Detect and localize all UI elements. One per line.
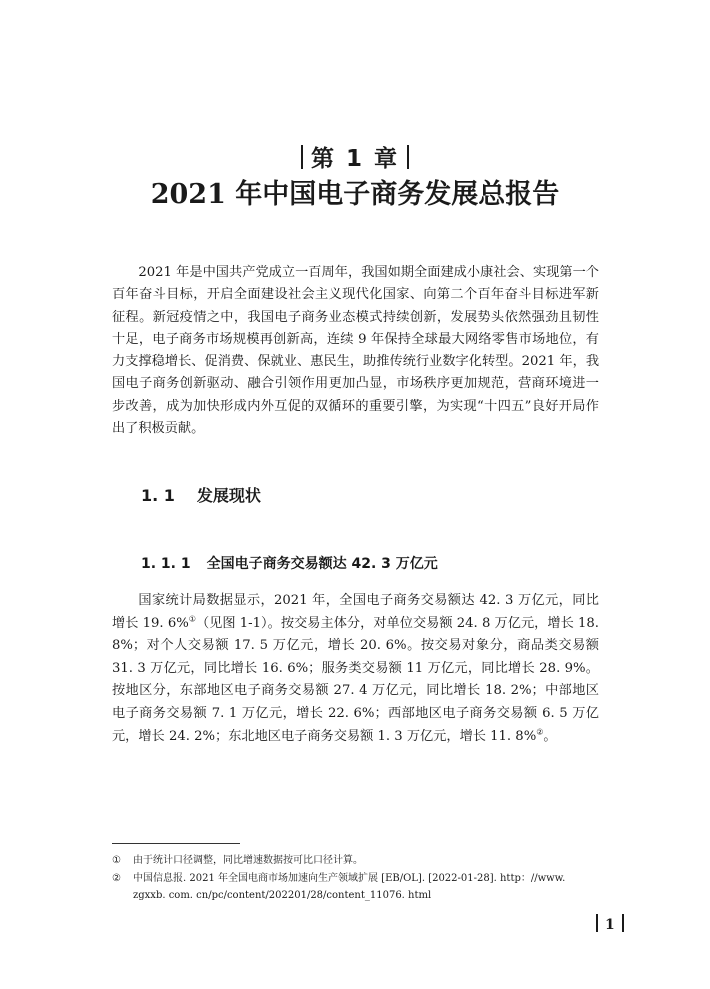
footnote-divider [112,843,240,844]
chapter-left-bar [301,145,303,169]
page-number-right-bar [622,914,624,932]
chapter-right-bar [407,145,409,169]
footnote-2-mark: ② [112,873,121,884]
body-text-part2: （见图 1-1）。按交易主体分，对单位交易额 24. 8 万亿元，增长 18. 8%；对个人交易额 17. 5 万亿元，增长 20. 6%。按交易对象分，商品类交易额 31. 3 万亿元，同比增长 16. 6%；服务类交易额 11 万亿元，同比增长 28. 9%。按地区分，东部地区电子商务交易额 27. 4 万亿元，同比增长 18. 2%；中部地区电子商务交易额 7. 1 万亿元，增长 22. 6%；西部地区电子商务交易额 6. 5 万亿元，增长 24. 2%；东北地区电子商务交易额 1. 3 万亿元，增长 11. 8% [112,615,599,744]
footnote-1 [112,852,599,869]
page-number [589,914,631,936]
section-heading [141,484,261,508]
footnote-2-text: 中国信息报. 2021 年全国电商市场加速向生产领域扩展 [EB/OL]. [2022-01-28]. http：//www. zgxxb. com. cn/pc/content/202201/28/content_11076. html [133,873,566,901]
footnote-2 [112,870,599,904]
footnote-ref-2[interactable]: ② [536,727,544,737]
footnote-1-mark: ① [112,855,121,866]
section-number: 1. 1 [141,486,175,505]
body-text-part1: 国家统计局数据显示，2021 年，全国电子商务交易额达 42. 3 万亿元，同比增长 19. 6% [112,593,599,631]
intro-paragraph: 2021 年是中国共产党成立一百周年，我国如期全面建成小康社会、实现第一个百年奋斗目标，开启全面建设社会主义现代化国家、向第二个百年奋斗目标进军新征程。新冠疫情之中，我国电子商务业态模式持续创新，发展势头依然强劲且韧性十足，电子商务市场规模再创新高，连续 9 年保持全球最大网络零售市场地位，有力支撑稳增长、促消费、保就业、惠民生，助推传统行业数字化转型。2021 年，我国电子商务创新驱动、融合引领作用更加凸显，市场秩序更加规范，营商环境进一步改善，成为加快形成内外互促的双循环的重要引擎，为实现“十四五”良好开局作出了积极贡献。 [112,265,599,437]
subsection-heading [141,553,438,575]
chapter-label [0,142,710,176]
subsection-title: 全国电子商务交易额达 42. 3 万亿元 [206,556,438,572]
chapter-number: 第 1 章 [310,146,400,172]
subsection-number: 1. 1. 1 [141,556,191,572]
footnote-1-text: 由于统计口径调整，同比增速数据按可比口径计算。 [133,855,363,866]
footnote-ref-1[interactable]: ① [188,614,196,624]
page-number-left-bar [596,914,598,932]
page-number-value: 1 [605,917,615,933]
section-title: 发展现状 [196,486,261,505]
body-paragraph [112,590,599,748]
chapter-title: 2021 年中国电子商务发展总报告 [150,179,560,210]
body-text-end: 。 [543,728,557,744]
